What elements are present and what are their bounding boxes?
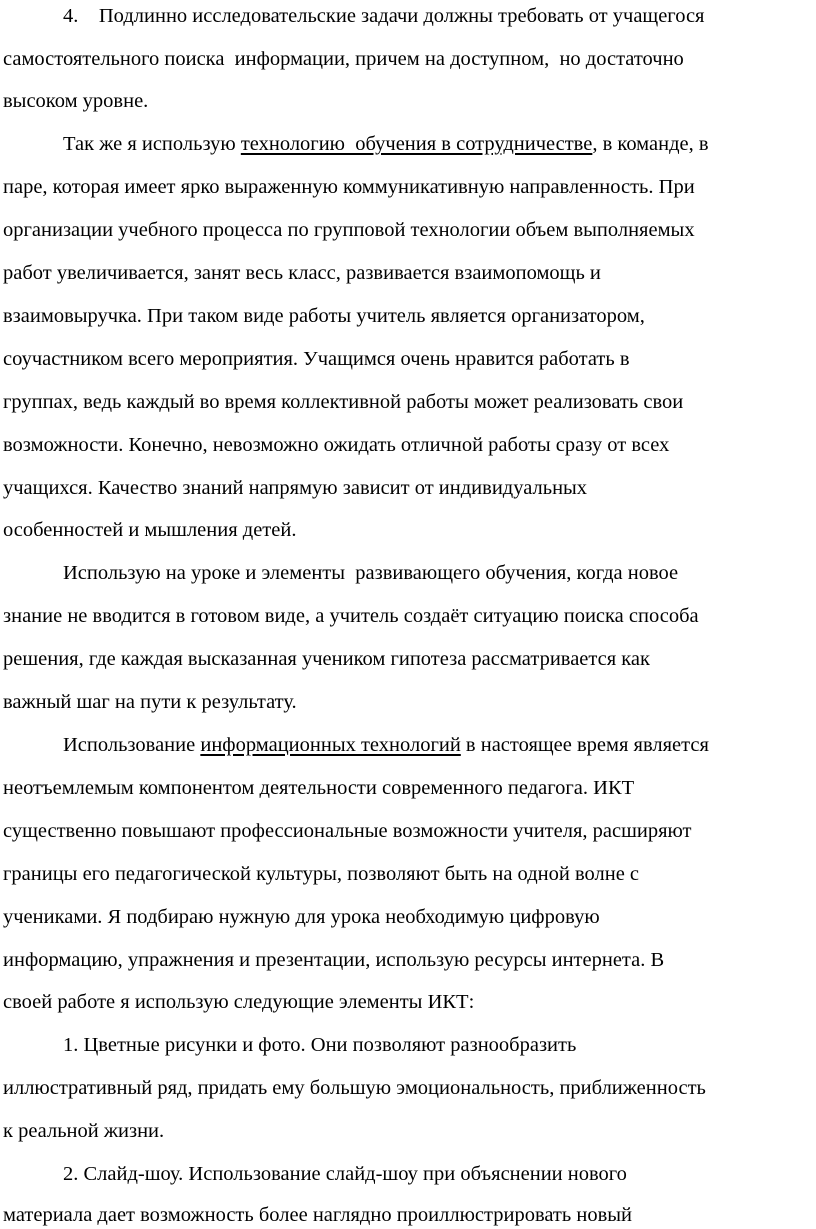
text-line: своей работе я использую следующие элементы ИКТ:	[3, 991, 475, 1013]
underlined-term: информационных технологий	[200, 734, 461, 756]
text-line: 4. Подлинно исследовательские задачи должны требовать от учащегося	[63, 5, 705, 27]
text-line: соучастником всего мероприятия. Учащимся очень нравится работать в	[3, 348, 630, 370]
text-line: высоком уровне.	[3, 90, 149, 112]
text-line: материала дает возможность более наглядно проиллюстрировать новый	[3, 1204, 632, 1226]
text-line: группах, ведь каждый во время коллективной работы может реализовать свои	[3, 391, 684, 413]
text-line: существенно повышают профессиональные возможности учителя, расширяют	[3, 820, 692, 842]
text-line: знание не вводится в готовом виде, а учитель создаёт ситуацию поиска способа	[3, 605, 699, 627]
text-line	[63, 733, 709, 757]
text-segment: , в команде, в	[592, 133, 709, 155]
text-line: границы его педагогической культуры, позволяют быть на одной волне с	[3, 863, 640, 885]
text-line: учениками. Я подбираю нужную для урока необходимую цифровую	[3, 906, 600, 928]
text-line: информацию, упражнения и презентации, использую ресурсы интернета. В	[3, 949, 665, 971]
text-line: паре, которая имеет ярко выраженную коммуникативную направленность. При	[3, 176, 695, 198]
text-line: особенностей и мышления детей.	[3, 519, 297, 541]
text-line: к реальной жизни.	[3, 1120, 165, 1142]
text-line: возможности. Конечно, невозможно ожидать отличной работы сразу от всех	[3, 434, 670, 456]
text-segment: Так же я использую	[63, 133, 241, 155]
text-line: 2. Слайд-шоу. Использование слайд-шоу при объяснении нового	[63, 1163, 627, 1185]
text-line: Использую на уроке и элементы развивающего обучения, когда новое	[63, 562, 679, 584]
text-line: взаимовыручка. При таком виде работы учитель является организатором,	[3, 305, 645, 327]
text-line: учащихся. Качество знаний напрямую зависит от индивидуальных	[3, 477, 588, 499]
text-line: неотъемлемым компонентом деятельности современного педагога. ИКТ	[3, 777, 635, 799]
text-line: иллюстративный ряд, придать ему большую эмоциональность, приближенность	[3, 1077, 706, 1099]
text-line: работ увеличивается, занят весь класс, развивается взаимопомощь и	[3, 262, 601, 284]
text-line: важный шаг на пути к результату.	[3, 691, 297, 713]
text-line: самостоятельного поиска информации, причем на доступном, но достаточно	[3, 48, 684, 70]
text-line: 1. Цветные рисунки и фото. Они позволяют разнообразить	[63, 1034, 577, 1056]
text-line: организации учебного процесса по групповой технологии объем выполняемых	[3, 219, 695, 241]
text-segment: Использование	[63, 734, 201, 756]
text-segment: в настоящее время является	[460, 734, 709, 756]
text-line	[63, 132, 709, 156]
text-line: решения, где каждая высказанная учеником гипотеза рассматривается как	[3, 648, 650, 670]
underlined-term: технологию обучения в сотрудничестве	[240, 133, 593, 155]
